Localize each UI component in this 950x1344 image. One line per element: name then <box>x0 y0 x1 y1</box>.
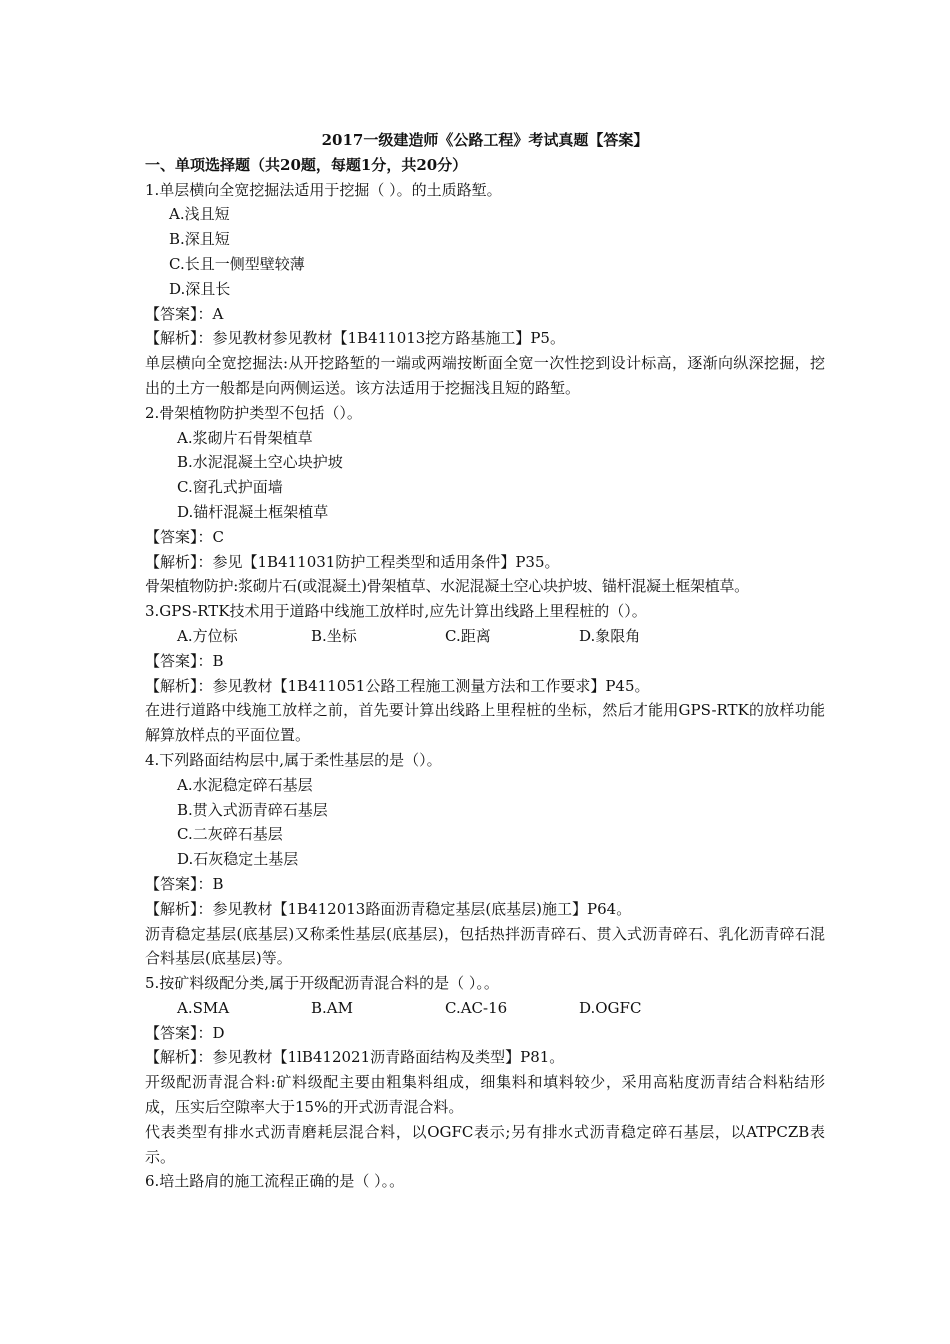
q1-answer: 【答案】：A <box>145 304 224 323</box>
q4-analysis: 【解析】：参见教材【1B412013路面沥青稳定基层(底基层)施工】P64。 <box>145 899 632 918</box>
q4-option-d: D.石灰稳定土基层 <box>177 850 299 869</box>
q2-answer: 【答案】：C <box>145 527 224 546</box>
q3-option-a: A.方位标 <box>177 626 238 645</box>
question-1: 1.单层横向全宽挖掘法适用于挖掘（ ）。的土质路堑。 <box>145 180 502 199</box>
q1-explanation: 单层横向全宽挖掘法:从开挖路堑的一端或两端按断面全宽一次性挖到设计标高，逐渐向纵深挖掘，挖出的土方一般都是向两侧运送。该方法适用于挖掘浅且短的路堑。 <box>145 354 825 397</box>
q1-analysis: 【解析】：参见教材参见教材【1B411013挖方路基施工】P5。 <box>145 329 565 348</box>
q4-option-c: C.二灰碎石基层 <box>177 825 283 844</box>
q2-explanation: 骨架植物防护:浆砌片石(或混凝土)骨架植草、水泥混凝土空心块护坡、锚杆混凝土框架植草。 <box>145 577 749 596</box>
q5-explanation-2: 代表类型有排水式沥青磨耗层混合料，以OGFC表示;另有排水式沥青稳定碎石基层，以ATPCZB表示。 <box>145 1122 825 1166</box>
q3-explanation: 在进行道路中线施工放样之前，首先要计算出线路上里程桩的坐标，然后才能用GPS-RTK的放样功能解算放样点的平面位置。 <box>145 701 825 745</box>
question-3: 3.GPS-RTK技术用于道路中线施工放样时,应先计算出线路上里程桩的（）。 <box>145 602 647 621</box>
q5-option-d: D.OGFC <box>579 998 642 1017</box>
q4-option-b: B.贯入式沥青碎石基层 <box>177 800 328 819</box>
q2-analysis: 【解析】：参见【1B411031防护工程类型和适用条件】P35。 <box>145 552 560 571</box>
q5-analysis: 【解析】：参见教材【1lB412021沥青路面结构及类型】P81。 <box>145 1048 565 1067</box>
q1-option-d: D.深且长 <box>169 279 231 298</box>
q3-options-row <box>145 624 825 649</box>
question-2: 2.骨架植物防护类型不包括（）。 <box>145 403 362 422</box>
q4-option-a: A.水泥稳定碎石基层 <box>177 775 313 794</box>
q5-option-a: A.SMA <box>177 998 230 1017</box>
question-5: 5.按矿料级配分类,属于开级配沥青混合料的是（ ）。。 <box>145 974 499 993</box>
q1-option-b: B.深且短 <box>169 230 230 249</box>
q5-option-b: B.AM <box>311 998 353 1017</box>
q2-option-d: D.锚杆混凝土框架植草 <box>177 502 329 521</box>
q3-analysis: 【解析】：参见教材【1B411051公路工程施工测量方法和工作要求】P45。 <box>145 676 650 695</box>
q5-explanation-1: 开级配沥青混合料:矿料级配主要由粗集料组成，细集料和填料较少，采用高粘度沥青结合料粘结形成，压实后空隙率大于15%的开式沥青混合料。 <box>145 1073 825 1117</box>
question-4: 4.下列路面结构层中,属于柔性基层的是（）。 <box>145 750 442 769</box>
q3-option-c: C.距离 <box>445 626 491 645</box>
question-6: 6.培土路肩的施工流程正确的是（ ）。。 <box>145 1172 405 1191</box>
q2-option-b: B.水泥混凝土空心块护坡 <box>177 453 343 472</box>
q1-option-a: A.浅且短 <box>169 205 230 224</box>
section-heading: 一、单项选择题（共20题，每题1分，共20分） <box>145 155 468 174</box>
q3-option-d: D.象限角 <box>579 626 641 645</box>
q1-option-c: C.长且一侧型壁较薄 <box>169 254 305 273</box>
q3-answer: 【答案】：B <box>145 651 224 670</box>
q2-option-a: A.浆砌片石骨架植草 <box>177 428 313 447</box>
document-content <box>145 128 825 1194</box>
q5-answer: 【答案】：D <box>145 1023 225 1042</box>
q4-explanation: 沥青稳定基层(底基层)又称柔性基层(底基层)，包括热拌沥青碎石、贯入式沥青碎石、乳化沥青碎石混合料基层(底基层)等。 <box>145 924 825 968</box>
q3-option-b: B.坐标 <box>311 626 357 645</box>
q5-options-row <box>145 996 825 1021</box>
document-title: 2017一级建造师《公路工程》考试真题【答案】 <box>321 131 649 149</box>
q5-option-c: C.AC-16 <box>445 998 508 1017</box>
q4-answer: 【答案】：B <box>145 874 224 893</box>
q2-option-c: C.窗孔式护面墙 <box>177 478 283 497</box>
